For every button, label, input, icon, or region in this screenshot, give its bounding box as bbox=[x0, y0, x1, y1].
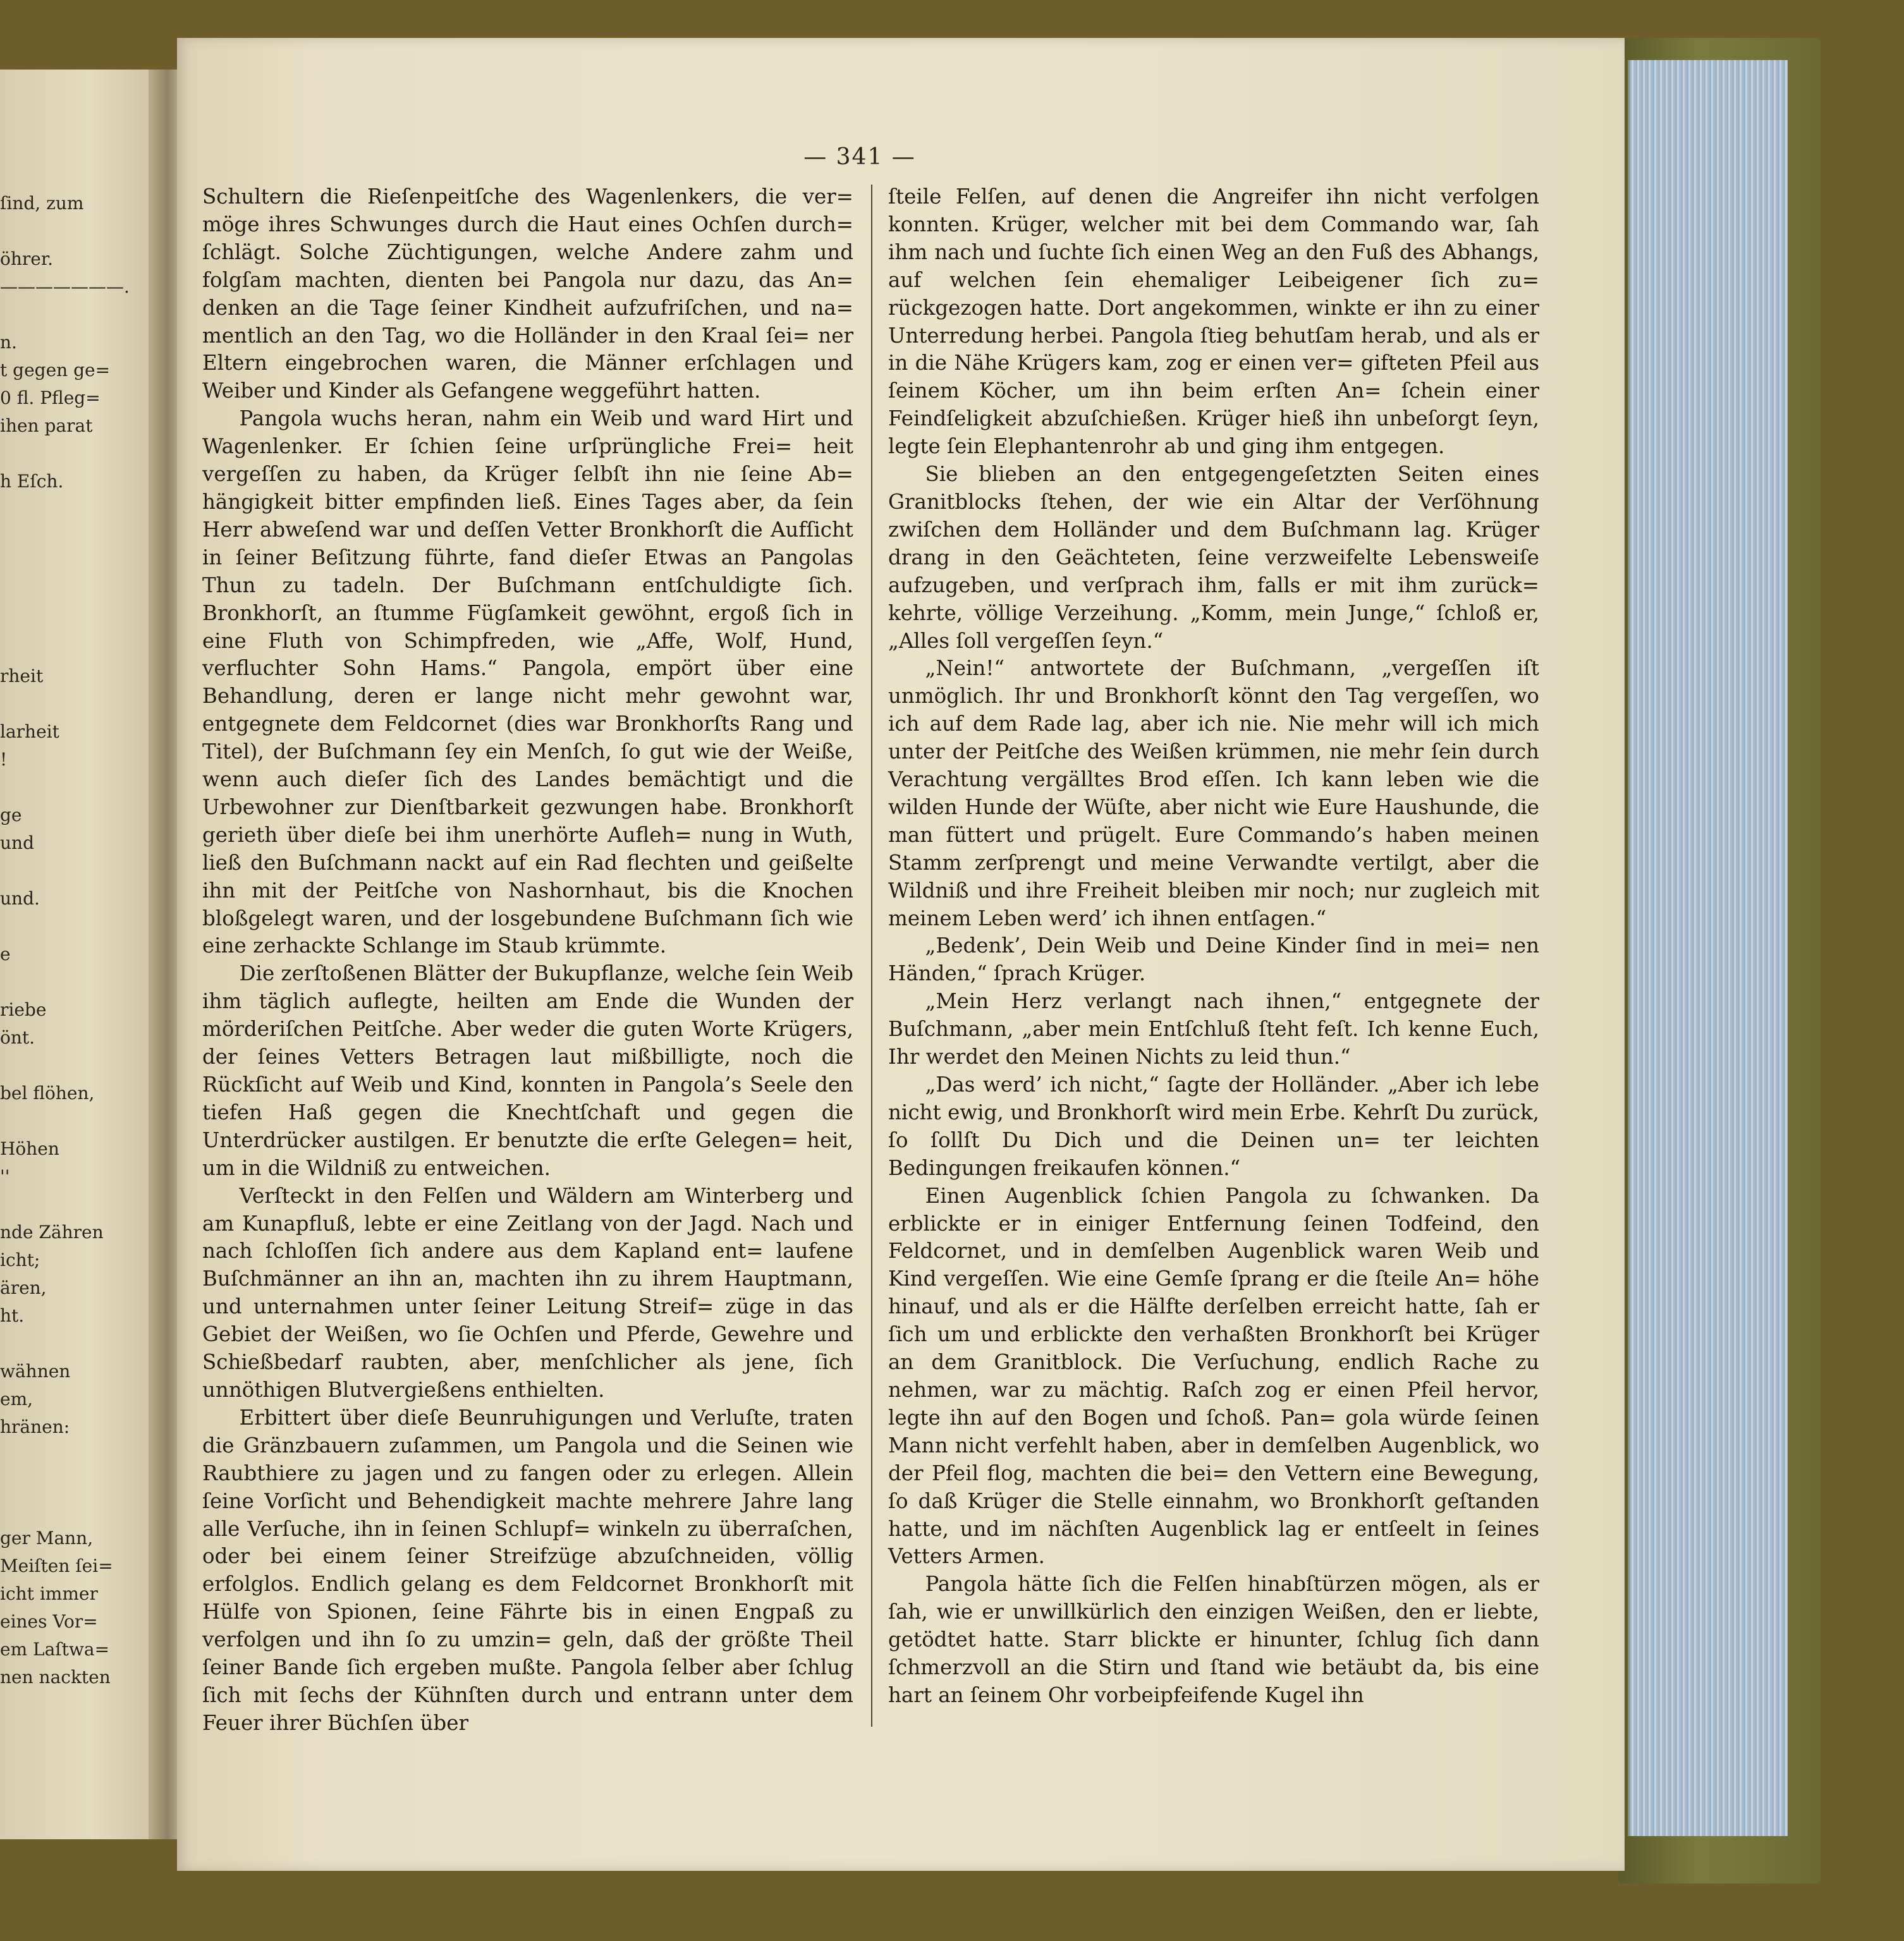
previous-page-line bbox=[0, 579, 145, 607]
previous-page-line bbox=[0, 690, 145, 718]
paragraph: „Bedenk’, Dein Weib und Deine Kinder ſind in mei= nen Händen,“ ſprach Krüger. bbox=[888, 934, 1539, 986]
paragraph: Schultern die Rieſenpeitſche des Wagenlenkers, die ver= möge ihres Schwunges durch die Haut eines Ochſen durch= ſchlägt. Solche Züchtigungen, welche Andere zahm und folgſam machten, dienten bei Pangola nur dazu, das An= denken an die Tage ſeiner Kindheit aufzufriſchen, und na= mentlich an den Tag, wo die Holländer in den Kraal ſei= ner Eltern eingebrochen waren, die Männer erſchlagen und Weiber und Kinder als Gefangene weggeführt hatten. bbox=[202, 185, 853, 403]
previous-page-line: eines Vor= bbox=[0, 1611, 98, 1632]
previous-page-line: larheit bbox=[0, 721, 59, 742]
paragraph: Pangola hätte ſich die Felſen hinabſtürzen mögen, als er ſah, wie er unwillkürlich den einzigen Weißen, den er liebte, getödtet hatte. Starr blickte er hinunter, ſchlug ſich dann ſchmerzvoll an die Stirn und ſtand wie betäubt da, bis eine hart an ſeinem Ohr vorbeipfeifende Kugel ihn bbox=[888, 1572, 1539, 1707]
previous-page-line bbox=[0, 496, 145, 523]
previous-page-line bbox=[0, 1441, 145, 1469]
previous-page-text-fragments bbox=[0, 190, 145, 1691]
page-number: — 341 — bbox=[803, 144, 916, 170]
previous-page-line bbox=[0, 440, 145, 468]
previous-page-line: em Laſtwa= bbox=[0, 1639, 110, 1660]
page-edges bbox=[1628, 60, 1788, 1836]
previous-page-line bbox=[0, 217, 145, 245]
previous-page-line: und bbox=[0, 832, 34, 853]
previous-page-line: ge bbox=[0, 805, 22, 825]
previous-page-line: ihen parat bbox=[0, 415, 93, 436]
previous-page-line bbox=[0, 1330, 145, 1358]
previous-page-line: und. bbox=[0, 888, 40, 909]
previous-page-line bbox=[0, 551, 145, 579]
previous-page-line: em, bbox=[0, 1389, 34, 1409]
previous-page-line bbox=[0, 1052, 145, 1080]
previous-page-line: önt. bbox=[0, 1027, 35, 1048]
previous-page-line bbox=[0, 1107, 145, 1135]
paragraph: Sie blieben an den entgegengeſetzten Seiten eines Granitblocks ſtehen, der wie ein Altar der Verſöhnung zwiſchen dem Holländer und dem Buſchmann lag. Krüger drang in den Geächteten, ſeine verzweifelte Lebensweiſe aufzugeben, und verſprach ihm, falls er mit ihm zurück= kehrte, völlige Verzeihung. „Komm, mein Junge,“ ſchloß er, „Alles ſoll vergeſſen ſeyn.“ bbox=[888, 462, 1539, 653]
previous-page-line: ären, bbox=[0, 1277, 47, 1298]
paragraph: „Das werd’ ich nicht,“ ſagte der Holländer. „Aber ich lebe nicht ewig, und Bronkhorſt wird mein Erbe. Kehrſt Du zurück, ſo ſollſt Du Dich und die Deinen un= ter leichten Bedingungen freikaufen können.“ bbox=[888, 1073, 1539, 1180]
previous-page-line: e bbox=[0, 944, 11, 964]
previous-page-line: ſind, zum bbox=[0, 193, 84, 214]
previous-page-line bbox=[0, 857, 145, 885]
paragraph: Die zerſtoßenen Blätter der Bukupflanze, welche ſein Weib ihm täglich auflegte, heilten am Ende die Wunden der mörderiſchen Peitſche. Aber weder die guten Worte Krügers, der ſeines Vetters Betragen laut mißbilligte, noch die Rückſicht auf Weib und Kind, konnten in Pangola’s Seele den tiefen Haß gegen die Knechtſchaft und gegen die Unterdrücker austilgen. Er benutzte die erſte Gelegen= heit, um in die Wildniß zu entweichen. bbox=[202, 961, 853, 1180]
previous-page-line: öhrer. bbox=[0, 248, 54, 269]
previous-page-line bbox=[0, 635, 145, 662]
previous-page-line bbox=[0, 607, 145, 635]
paragraph: Erbittert über dieſe Beunruhigungen und Verluſte, traten die Gränzbauern zuſammen, um Pangola und die Seinen wie Raubthiere zu jagen und zu fangen oder zu erlegen. Allein ſeine Vorſicht und Behendigkeit machte mehrere Jahre lang alle Verſuche, ihn in ſeinen Schlupf= winkeln zu überraſchen, oder bei einem ſeiner Streifzüge abzuſchneiden, völlig erfolglos. Endlich gelang es dem Feldcornet Bronkhorſt mit Hülfe von Spionen, ſeine Fährte bis in einen Engpaß zu verfolgen und ihn ſo zu umzin= geln, daß der größte Theil ſeiner Bande ſich ergeben mußte. Pangola ſelber aber ſchlug ſich mit ſechs der Kühnſten durch und entrann unter dem Feuer ihrer Büchſen über bbox=[202, 1405, 853, 1735]
previous-page-line: t gegen ge= bbox=[0, 360, 111, 380]
previous-page-line: ———————. bbox=[0, 276, 130, 297]
previous-page-line bbox=[0, 968, 145, 996]
column-rule bbox=[871, 185, 872, 1727]
previous-page-line bbox=[0, 774, 145, 801]
previous-page-line bbox=[0, 1469, 145, 1497]
previous-page-line: ger Mann, bbox=[0, 1528, 94, 1549]
previous-page-line: nen nackten bbox=[0, 1667, 111, 1688]
previous-page-line: '' bbox=[0, 1166, 10, 1187]
previous-page-line: n. bbox=[0, 332, 17, 353]
paragraph: Pangola wuchs heran, nahm ein Weib und ward Hirt und Wagenlenker. Er ſchien ſeine urſprüngliche Frei= heit vergeſſen zu haben, da Krüger ſelbſt ihn nie ſeine Ab= hängigkeit bitter empfinden ließ. Eines Tages aber, da ſein Herr abweſend war und deſſen Vetter Bronkhorſt die Aufſicht in ſeiner Beſitzung führte, fand dieſer Etwas an Pangolas Thun zu tadeln. Der Buſchmann entſchuldigte ſich. Bronkhorſt, an ſtumme Fügſamkeit gewöhnt, ergoß ſich in eine Fluth von Schimpfreden, wie „Affe, Wolf, Hund, verfluchter Sohn Hams.“ Pangola, empört über eine Behandlung, deren er lange nicht mehr gewohnt war, entgegnete dem Feldcornet (dies war Bronkhorſts Rang und Titel), der Buſchmann ſey ein Menſch, ſo gut wie der Weiße, wenn auch dieſer ſich des Landes bemächtigt und die Urbewohner zur Dienſtbarkeit gezwungen habe. Bronkhorſt gerieth über dieſe bei ihm unerhörte Aufleh= nung in Wuth, ließ den Buſchmann nackt auf ein Rad flechten und geißelte ihn mit der Peitſche von Nashornhaut, bis die Knochen bloßgelegt waren, und der losgebundene Buſchmann ſich wie eine zerhackte Schlange im Staub krümmte. bbox=[202, 406, 853, 958]
previous-page-line: nde Zähren bbox=[0, 1222, 104, 1243]
previous-page-line: ht. bbox=[0, 1305, 25, 1326]
previous-page-line: Meiſten ſei= bbox=[0, 1555, 113, 1576]
previous-page-line: wähnen bbox=[0, 1361, 71, 1382]
previous-page-line bbox=[0, 301, 145, 329]
paragraph: Einen Augenblick ſchien Pangola zu ſchwanken. Da erblickte er in einiger Entfernung ſeinen Todfeind, den Feldcornet, und in demſelben Augenblick waren Weib und Kind vergeſſen. Wie eine Gemſe ſprang er die ſteile An= höhe hinauf, und als er die Hälfte derſelben erreicht hatte, ſah er ſich um und erblickte den verhaßten Bronkhorſt bei Krüger an dem Granitblock. Die Verſuchung, endlich Rache zu nehmen, war zu mächtig. Raſch zog er einen Pfeil hervor, legte ihn auf den Bogen und ſchoß. Pan= gola würde ſeinen Mann nicht verfehlt haben, aber in demſelben Augenblick, wo der Pfeil flog, machten die bei= den Vettern eine Bewegung, ſo daß Krüger die Stelle einnahm, wo Bronkhorſt geſtanden hatte, und im nächſten Augenblick lag er entſeelt in ſeines Vetters Armen. bbox=[888, 1183, 1539, 1569]
previous-page-line bbox=[0, 1497, 145, 1524]
paragraph: „Nein!“ antwortete der Buſchmann, „vergeſſen iſt unmöglich. Ihr und Bronkhorſt könnt den Tag vergeſſen, wo ich auf dem Rade lag, aber ich nie. Nie mehr will ich mich unter der Peitſche des Weißen krümmen, nie mehr ſein durch Verachtung vergälltes Brod eſſen. Ich kann leben wie die wilden Hunde der Wüſte, aber nicht wie Eure Haushunde, die man füttert und prügelt. Eure Commando’s haben meinen Stamm zerſprengt und meine Verwandte vertilgt, aber die Wildniß und ihre Freiheit bleiben mir noch; nur zugleich mit meinem Leben werd’ ich ihnen entſagen.“ bbox=[888, 656, 1539, 930]
previous-page-line: 0 fl. Pfleg= bbox=[0, 387, 101, 408]
previous-page-line bbox=[0, 1191, 145, 1219]
previous-page-line bbox=[0, 523, 145, 551]
previous-page-line: hränen: bbox=[0, 1416, 70, 1437]
right-column bbox=[888, 183, 1539, 1710]
paragraph: ſteile Felſen, auf denen die Angreifer ihn nicht verfolgen konnten. Krüger, welcher mit bei dem Commando war, ſah ihm nach und ſuchte ſich einen Weg an den Fuß des Abhangs, auf welchen ſein ehemaliger Leibeigener ſich zu= rückgezogen hatte. Dort angekommen, winkte er ihn zu einer Unterredung herbei. Pangola ſtieg behutſam herab, und als er in die Nähe Krügers kam, zog er einen ver= gifteten Pfeil aus ſeinem Köcher, um ihn beim erſten An= ſchein einer Feindſeligkeit abzuſchießen. Krüger hieß ihn unbeſorgt ſeyn, legte ſein Elephantenrohr ab und ging ihm entgegen. bbox=[888, 185, 1539, 459]
previous-page-line: Höhen bbox=[0, 1138, 59, 1159]
previous-page-line bbox=[0, 913, 145, 940]
left-column bbox=[202, 183, 853, 1737]
previous-page-line: riebe bbox=[0, 999, 47, 1020]
previous-page-line: icht immer bbox=[0, 1583, 98, 1604]
paragraph: Verſteckt in den Felſen und Wäldern am Winterberg und am Kunapfluß, lebte er eine Zeitlang von der Jagd. Nach und nach ſchloſſen ſich andere aus dem Kapland ent= laufene Buſchmänner an ihn an, machten ihn zu ihrem Hauptmann, und unternahmen unter ſeiner Leitung Streif= züge in das Gebiet der Weißen, wo ſie Ochſen und Pferde, Gewehre und Schießbedarf raubten, aber, menſchlicher als jene, ſich unnöthigen Blutvergießens enthielten. bbox=[202, 1183, 853, 1402]
previous-page-line: bel flöhen, bbox=[0, 1083, 95, 1104]
paragraph: „Mein Herz verlangt nach ihnen,“ entgegnete der Buſchmann, „aber mein Entſchluß ſteht feſt. Ich kenne Euch, Ihr werdet den Meinen Nichts zu leid thun.“ bbox=[888, 989, 1539, 1069]
previous-page-line: h Eſch. bbox=[0, 471, 64, 492]
previous-page-line: icht; bbox=[0, 1250, 40, 1270]
previous-page-line: rheit bbox=[0, 666, 44, 686]
previous-page-line: ! bbox=[0, 749, 8, 770]
